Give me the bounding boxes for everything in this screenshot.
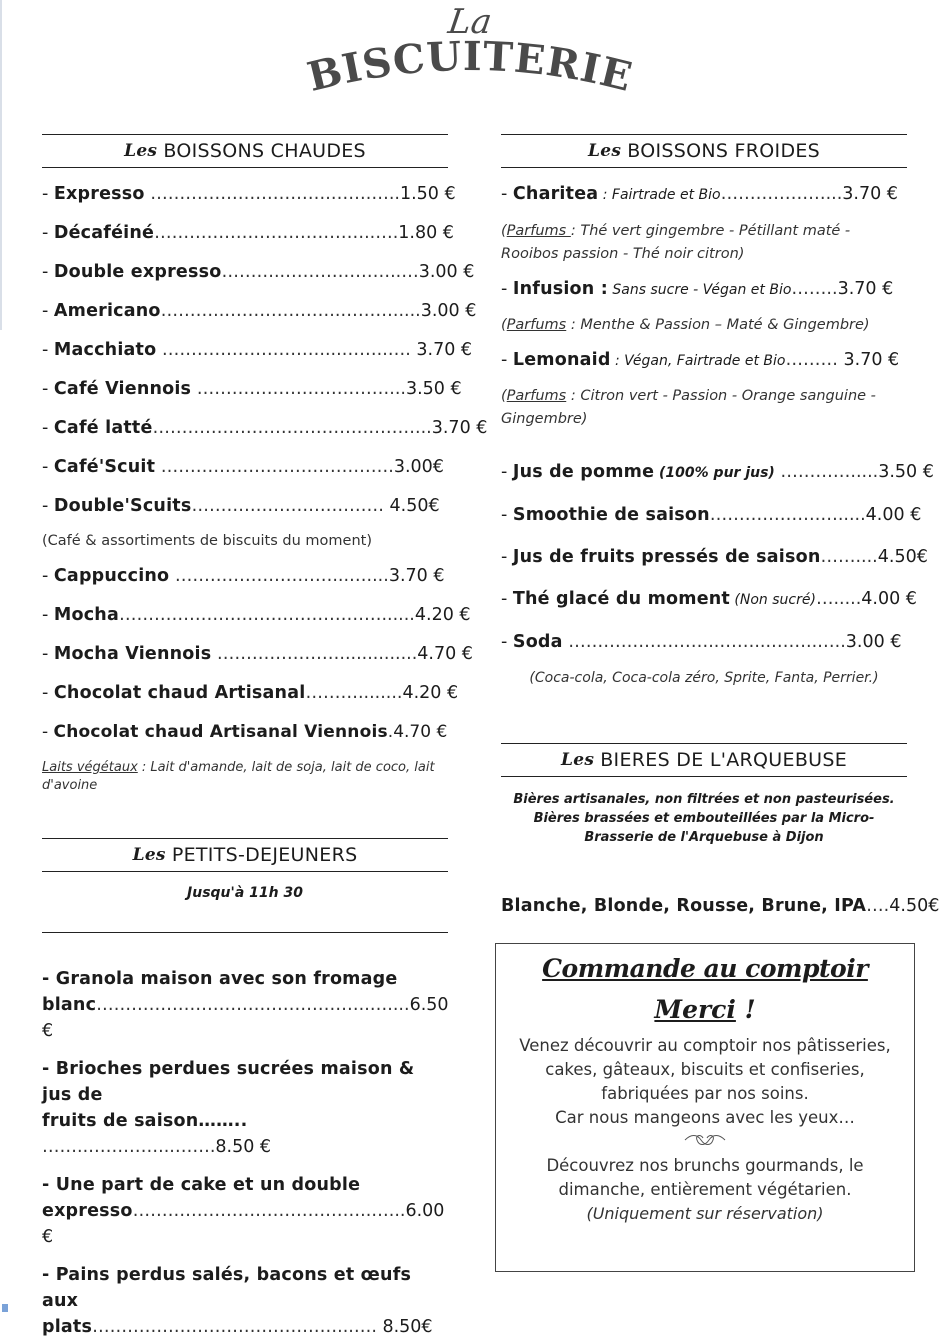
dejeuners-list [42,966,448,1340]
logo-name: BISCUITERIE [302,40,638,102]
menu-item: - Une part de cake et un double expresso…………………………………..…...6.00 € [42,1175,445,1247]
menu-item: - Mocha………………………………………......4.20 € [42,605,471,625]
biscuits-note: (Café & assortiments de biscuits du moment) [42,533,372,549]
menu-item: - Mocha Viennois …………………..............4.70 € [42,644,473,664]
menu-item: - Jus de pomme (100% pur jus) ………….....3.50 € [501,462,934,482]
laits-note: Laits végétaux : Lait d'amande, lait de soja, lait de coco, lait d'avoine [42,760,435,793]
les-label: Les [587,141,622,161]
section-title: PETITS-DEJEUNERS [171,844,358,866]
parfums-note: (Parfums : Thé vert gingembre - Pétillant maté - Rooibos passion - Thé noir citron) [501,223,851,262]
menu-item: - Café'Scuit ………………………………….3.00€ [42,457,444,477]
menu-item: - Café latté………………………………………...3.70 € [42,418,488,438]
menu-item: - Décaféiné………………………………..….1.80 € [42,223,454,243]
menu-item: - Cappuccino ………………………...…....3.70 € [42,566,445,586]
soda-note: (Coca-cola, Coca-cola zéro, Sprite, Fanta, Perrier.) [529,670,879,686]
menu-item: - Lemonaid : Végan, Fairtrade et Bio……… 3.70 € [501,350,900,370]
menu-item: - Brioches perdues sucrées maison & jus de fruits de saison…….. ……..…………...…….8.50 € [42,1059,415,1157]
corner-mark [2,1304,8,1312]
menu-item: - Soda ……………………..……...……..…..3.00 € [501,632,902,652]
parfums-note: (Parfums : Citron vert - Passion - Orange sanguine - Gingembre) [501,388,876,427]
left-column [42,134,488,1337]
menu-item: - Charitea : Fairtrade et Bio………………...3.70 € [501,184,898,204]
box-paragraph-1: Venez découvrir au comptoir nos pâtisseries, cakes, gâteaux, biscuits et confiseries, fabriquées par nos soins. Car nous mangeons avec les yeux… [519,1036,891,1127]
bieres-description: Bières artisanales, non filtrées et non pasteurisées. Bières brassées et embouteillées par la Micro-Brasserie de l'Arquebuse à Dijon [513,792,895,845]
box-title: Commande au comptoir [542,954,868,983]
divider [42,932,448,933]
les-label: Les [560,750,595,770]
section-head-froides [501,134,907,168]
menu-item: - Double'Scuits…………………………… 4.50€ [42,496,440,516]
section-title: BIERES DE L'ARQUEBUSE [600,749,848,771]
froides-list [501,183,934,690]
menu-item: - Jus de fruits pressés de saison……....4.50€ [501,547,928,567]
svg-text:BISCUITERIE [303,40,637,101]
dejeuners-subtitle: Jusqu'à 11h 30 [187,885,303,901]
menu-item: - Chocolat chaud Artisanal Viennois.4.70 € [42,722,448,742]
menu-item: - Expresso ………………………….…….…..1.50 € [42,184,456,204]
chaudes-list [42,183,488,795]
section-head-dejeuners [42,838,448,872]
logo-wordmark [300,40,640,110]
menu-item: - Double expresso………..………………..…3.00 € [42,262,475,282]
box-merci: Merci ! [654,995,756,1024]
menu-item: - Macchiato ………………………....……..…. 3.70 € [42,340,473,360]
flourish-icon [683,1132,727,1148]
parfums-note: (Parfums : Menthe & Passion – Maté & Gingembre) [501,317,870,333]
reservation-note: (Uniquement sur réservation) [586,1204,824,1223]
les-label: Les [132,845,166,865]
menu-item: - Americano………..………………..……….....3.00 € [42,301,477,321]
menu-item: - Café Viennois ……………………………...3.50 € [42,379,462,399]
comptoir-box [495,943,915,1272]
right-column [501,134,940,916]
les-label: Les [124,141,158,161]
section-title: BOISSONS FROIDES [627,140,821,162]
menu-item: - Smoothie de saison……………….….....4.00 € [501,505,922,525]
menu-item: - Granola maison avec son fromage blanc………………………………………..…....6.50 € [42,969,449,1041]
section-title: BOISSONS CHAUDES [163,140,366,162]
menu-item: - Thé glacé du moment (Non sucré)….....4.00 € [501,589,917,609]
menu-item: - Pains perdus salés, bacons et œufs aux plats……………………………………...…. 8.50€ [42,1265,433,1337]
logo [300,0,640,110]
section-head-chaudes [42,134,448,168]
menu-item: - Infusion : Sans sucre - Végan et Bio……..3.70 € [501,279,894,299]
logo-la: La [445,2,495,42]
menu-item: Blanche, Blonde, Rousse, Brune, IPA….4.50€ [501,896,940,916]
menu-item: - Chocolat chaud Artisanal………........4.20 € [42,683,459,703]
page-edge-line [0,0,2,330]
box-paragraph-2: Découvrez nos brunchs gourmands, le dimanche, entièrement végétarien. [546,1156,864,1199]
section-head-bieres [501,743,907,777]
